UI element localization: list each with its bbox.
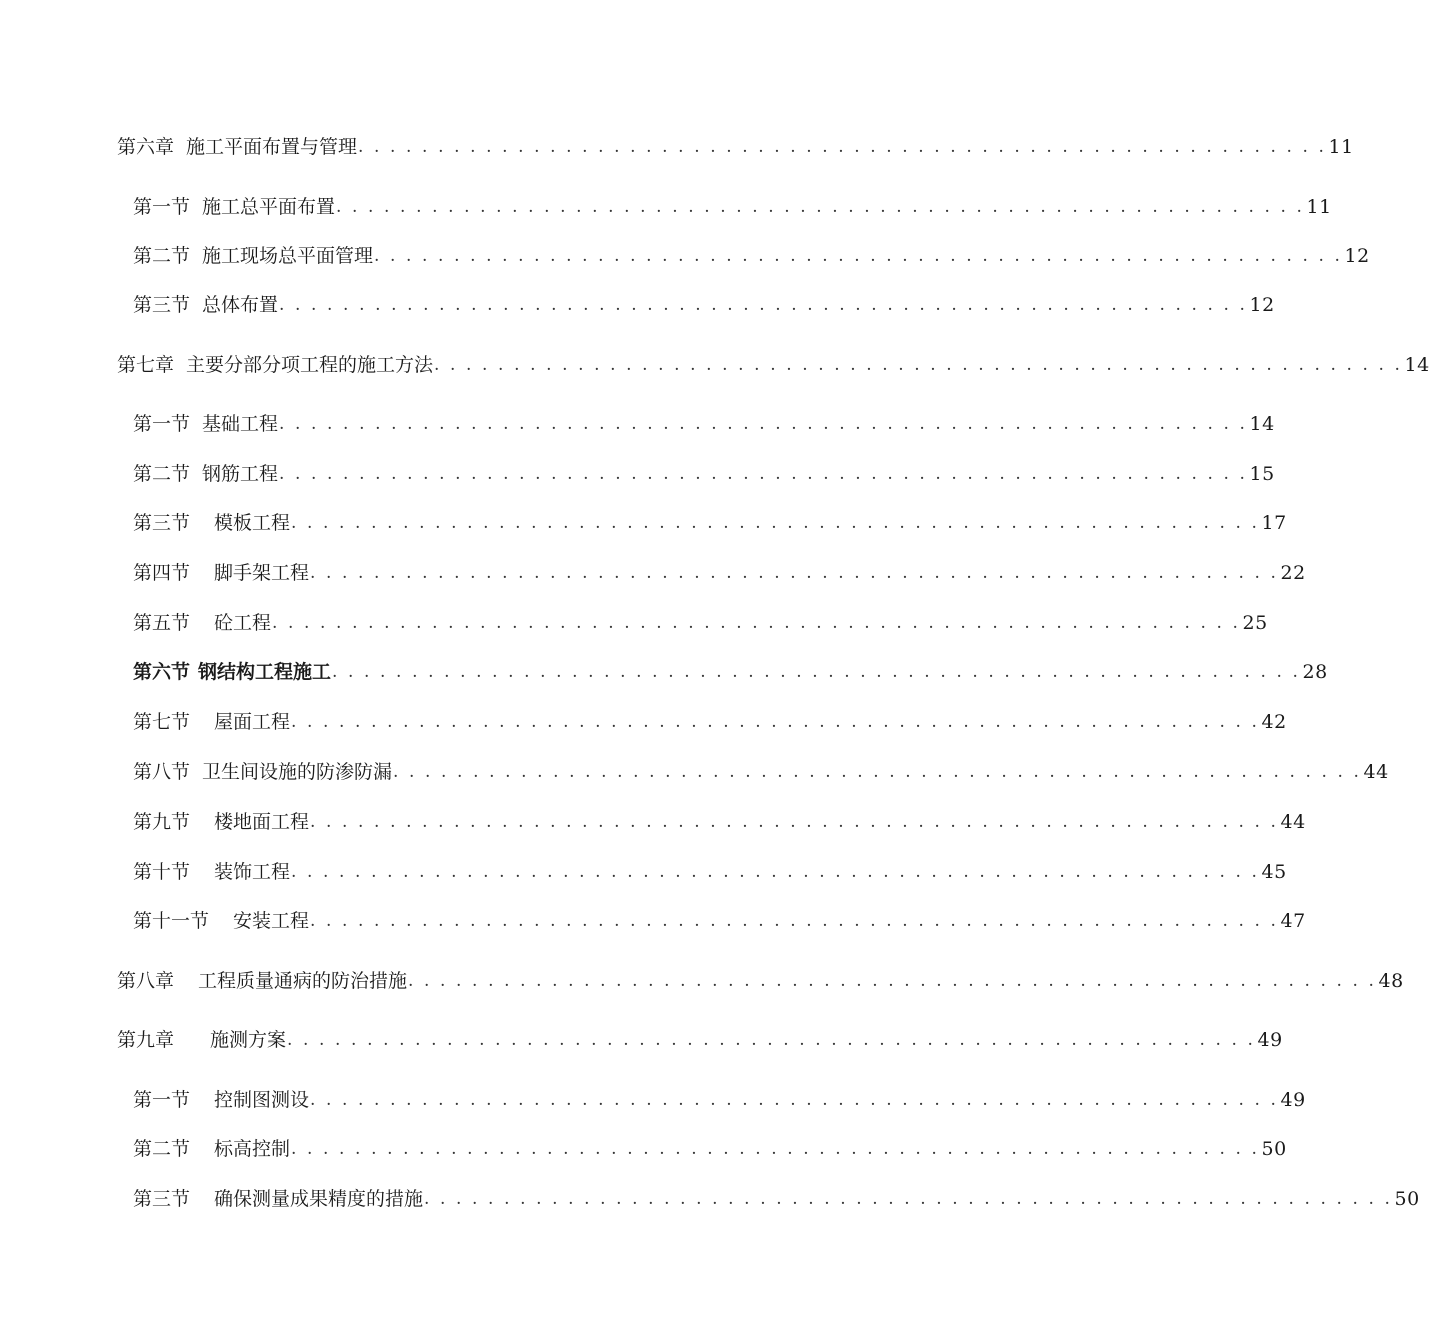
toc-entry[interactable] bbox=[117, 966, 1404, 996]
toc-entry[interactable] bbox=[133, 290, 1275, 320]
dot-leader: . . . . . . . . . . . . . . . . . . . . . . . . . . . . . . . . . . . . . . . . . . . . . . . . . . . . . . . . . . . . . bbox=[272, 613, 1241, 633]
toc-entry-title: 施测方案 bbox=[210, 1029, 287, 1051]
toc-entry[interactable] bbox=[133, 807, 1306, 837]
toc-entry[interactable] bbox=[133, 608, 1268, 638]
toc-entry-page-number: 12 bbox=[1249, 294, 1275, 316]
toc-entry-page-number: 22 bbox=[1280, 562, 1306, 584]
toc-entry[interactable] bbox=[133, 906, 1306, 936]
toc-entry[interactable] bbox=[133, 707, 1287, 737]
toc-entry-number: 第三节 bbox=[133, 512, 191, 534]
toc-entry-page-number: 44 bbox=[1280, 811, 1306, 833]
toc-entry-title: 主要分部分项工程的施工方法 bbox=[186, 354, 434, 376]
toc-entry-title: 施工现场总平面管理 bbox=[202, 245, 374, 267]
dot-leader: . . . . . . . . . . . . . . . . . . . . . . . . . . . . . . . . . . . . . . . . . . . . . . . . . . . . . . . . . . . . . bbox=[374, 246, 1343, 266]
dot-leader: . . . . . . . . . . . . . . . . . . . . . . . . . . . . . . . . . . . . . . . . . . . . . . . . . . . . . . . . . . . . . bbox=[287, 1030, 1256, 1050]
dot-leader: . . . . . . . . . . . . . . . . . . . . . . . . . . . . . . . . . . . . . . . . . . . . . . . . . . . . . . . . . . . . . bbox=[310, 812, 1279, 832]
toc-entry-number: 第六节 bbox=[133, 661, 191, 683]
toc-entry-number: 第七章 bbox=[117, 354, 175, 376]
toc-entry-number: 第七节 bbox=[133, 711, 191, 733]
toc-entry-page-number: 28 bbox=[1302, 661, 1328, 683]
dot-leader: . . . . . . . . . . . . . . . . . . . . . . . . . . . . . . . . . . . . . . . . . . . . . . . . . . . . . . . . . . . . . bbox=[358, 137, 1327, 157]
toc-entry-number: 第四节 bbox=[133, 562, 191, 584]
dot-leader: . . . . . . . . . . . . . . . . . . . . . . . . . . . . . . . . . . . . . . . . . . . . . . . . . . . . . . . . . . . . . bbox=[279, 464, 1248, 484]
toc-entry-page-number: 14 bbox=[1249, 413, 1275, 435]
toc-entry-title: 控制图测设 bbox=[214, 1089, 310, 1111]
toc-entry-page-number: 42 bbox=[1261, 711, 1287, 733]
toc-entry-title: 确保测量成果精度的措施 bbox=[214, 1188, 424, 1210]
toc-entry-number: 第十一节 bbox=[133, 910, 210, 932]
toc-entry-page-number: 45 bbox=[1261, 861, 1287, 883]
dot-leader: . . . . . . . . . . . . . . . . . . . . . . . . . . . . . . . . . . . . . . . . . . . . . . . . . . . . . . . . . . . . . bbox=[310, 911, 1279, 931]
toc-entry[interactable] bbox=[133, 657, 1328, 687]
toc-entry-page-number: 17 bbox=[1261, 512, 1287, 534]
toc-entry-page-number: 44 bbox=[1363, 761, 1389, 783]
dot-leader: . . . . . . . . . . . . . . . . . . . . . . . . . . . . . . . . . . . . . . . . . . . . . . . . . . . . . . . . . . . . . bbox=[291, 712, 1260, 732]
toc-entry-page-number: 50 bbox=[1261, 1138, 1287, 1160]
toc-entry-number: 第九节 bbox=[133, 811, 191, 833]
toc-entry[interactable] bbox=[133, 1134, 1287, 1164]
dot-leader: . . . . . . . . . . . . . . . . . . . . . . . . . . . . . . . . . . . . . . . . . . . . . . . . . . . . . . . . . . . . . bbox=[393, 762, 1362, 782]
toc-entry-title: 模板工程 bbox=[214, 512, 291, 534]
toc-entry-number: 第五节 bbox=[133, 612, 191, 634]
toc-entry-number: 第八章 bbox=[117, 970, 175, 992]
dot-leader: . . . . . . . . . . . . . . . . . . . . . . . . . . . . . . . . . . . . . . . . . . . . . . . . . . . . . . . . . . . . . bbox=[434, 355, 1403, 375]
toc-entry-number: 第二节 bbox=[133, 245, 191, 267]
toc-entry-title: 钢筋工程 bbox=[202, 463, 279, 485]
toc-entry-number: 第十节 bbox=[133, 861, 191, 883]
toc-entry-page-number: 48 bbox=[1378, 970, 1404, 992]
dot-leader: . . . . . . . . . . . . . . . . . . . . . . . . . . . . . . . . . . . . . . . . . . . . . . . . . . . . . . . . . . . . . bbox=[279, 414, 1248, 434]
toc-entry[interactable] bbox=[117, 350, 1430, 380]
toc-entry-title: 砼工程 bbox=[214, 612, 272, 634]
toc-entry-title: 楼地面工程 bbox=[214, 811, 310, 833]
toc-entry-page-number: 50 bbox=[1394, 1188, 1420, 1210]
toc-entry[interactable] bbox=[133, 459, 1275, 489]
toc-entry-title: 屋面工程 bbox=[214, 711, 291, 733]
toc-entry-page-number: 14 bbox=[1404, 354, 1430, 376]
dot-leader: . . . . . . . . . . . . . . . . . . . . . . . . . . . . . . . . . . . . . . . . . . . . . . . . . . . . . . . . . . . . . bbox=[332, 662, 1301, 682]
toc-entry-number: 第一节 bbox=[133, 196, 191, 218]
toc-entry-number: 第二节 bbox=[133, 1138, 191, 1160]
toc-entry[interactable] bbox=[133, 409, 1275, 439]
dot-leader: . . . . . . . . . . . . . . . . . . . . . . . . . . . . . . . . . . . . . . . . . . . . . . . . . . . . . . . . . . . . . bbox=[291, 513, 1260, 533]
toc-entry[interactable] bbox=[133, 241, 1370, 271]
toc-entry[interactable] bbox=[133, 1085, 1306, 1115]
toc-entry[interactable] bbox=[133, 757, 1389, 787]
toc-entry-number: 第六章 bbox=[117, 136, 175, 158]
dot-leader: . . . . . . . . . . . . . . . . . . . . . . . . . . . . . . . . . . . . . . . . . . . . . . . . . . . . . . . . . . . . . bbox=[336, 197, 1305, 217]
toc-entry-page-number: 11 bbox=[1306, 196, 1332, 218]
toc-entry[interactable] bbox=[133, 1184, 1420, 1214]
toc-entry-title: 安装工程 bbox=[233, 910, 310, 932]
dot-leader: . . . . . . . . . . . . . . . . . . . . . . . . . . . . . . . . . . . . . . . . . . . . . . . . . . . . . . . . . . . . . bbox=[279, 295, 1248, 315]
toc-entry[interactable] bbox=[133, 857, 1287, 887]
dot-leader: . . . . . . . . . . . . . . . . . . . . . . . . . . . . . . . . . . . . . . . . . . . . . . . . . . . . . . . . . . . . . bbox=[310, 1090, 1279, 1110]
toc-entry[interactable] bbox=[133, 508, 1287, 538]
toc-entry[interactable] bbox=[133, 192, 1332, 222]
toc-entry-page-number: 15 bbox=[1249, 463, 1275, 485]
toc-entry-number: 第九章 bbox=[117, 1029, 175, 1051]
toc-entry-number: 第二节 bbox=[133, 463, 191, 485]
toc-entry-page-number: 47 bbox=[1280, 910, 1306, 932]
toc-entry-number: 第三节 bbox=[133, 294, 191, 316]
dot-leader: . . . . . . . . . . . . . . . . . . . . . . . . . . . . . . . . . . . . . . . . . . . . . . . . . . . . . . . . . . . . . bbox=[310, 563, 1279, 583]
toc-entry-number: 第八节 bbox=[133, 761, 191, 783]
toc-entry[interactable] bbox=[117, 132, 1354, 162]
toc-entry-title: 装饰工程 bbox=[214, 861, 291, 883]
toc-entry[interactable] bbox=[117, 1025, 1283, 1055]
toc-entry-page-number: 25 bbox=[1242, 612, 1268, 634]
toc-entry[interactable] bbox=[133, 558, 1306, 588]
toc-entry-title: 卫生间设施的防渗防漏 bbox=[202, 761, 393, 783]
toc-entry-title: 标高控制 bbox=[214, 1138, 291, 1160]
toc-entry-number: 第一节 bbox=[133, 1089, 191, 1111]
dot-leader: . . . . . . . . . . . . . . . . . . . . . . . . . . . . . . . . . . . . . . . . . . . . . . . . . . . . . . . . . . . . . bbox=[424, 1189, 1393, 1209]
toc-entry-title: 总体布置 bbox=[202, 294, 279, 316]
toc-entry-number: 第三节 bbox=[133, 1188, 191, 1210]
dot-leader: . . . . . . . . . . . . . . . . . . . . . . . . . . . . . . . . . . . . . . . . . . . . . . . . . . . . . . . . . . . . . bbox=[291, 1139, 1260, 1159]
toc-entry-title: 工程质量通病的防治措施 bbox=[198, 970, 408, 992]
dot-leader: . . . . . . . . . . . . . . . . . . . . . . . . . . . . . . . . . . . . . . . . . . . . . . . . . . . . . . . . . . . . . bbox=[408, 971, 1377, 991]
toc-entry-title: 钢结构工程施工 bbox=[198, 661, 332, 683]
toc-entry-title: 脚手架工程 bbox=[214, 562, 310, 584]
toc-entry-page-number: 49 bbox=[1257, 1029, 1283, 1051]
toc-entry-title: 施工平面布置与管理 bbox=[186, 136, 358, 158]
toc-entry-page-number: 49 bbox=[1280, 1089, 1306, 1111]
toc-entry-title: 基础工程 bbox=[202, 413, 279, 435]
dot-leader: . . . . . . . . . . . . . . . . . . . . . . . . . . . . . . . . . . . . . . . . . . . . . . . . . . . . . . . . . . . . . bbox=[291, 862, 1260, 882]
toc-entry-page-number: 12 bbox=[1344, 245, 1370, 267]
toc-entry-number: 第一节 bbox=[133, 413, 191, 435]
toc-entry-title: 施工总平面布置 bbox=[202, 196, 336, 218]
toc-entry-page-number: 11 bbox=[1328, 136, 1354, 158]
